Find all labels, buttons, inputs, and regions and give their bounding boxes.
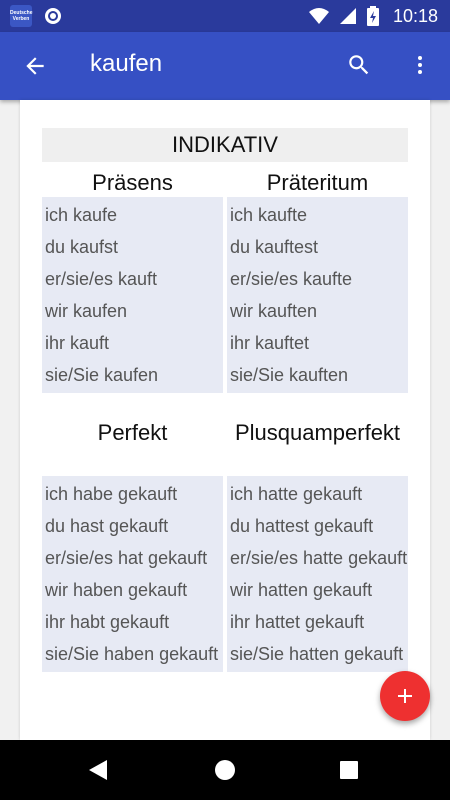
form-item: er/sie/es hatte gekauft [230, 548, 408, 568]
form-item: wir kauften [230, 301, 318, 321]
app-notification-icon [10, 5, 32, 27]
wifi-icon [309, 7, 329, 25]
sync-circle-icon [44, 7, 62, 25]
form-item: wir kaufen [45, 301, 128, 321]
tense-title: Präsens [92, 170, 173, 195]
form-item: sie/Sie hatten gekauft [230, 644, 404, 664]
tense-block-praesens [42, 168, 223, 393]
form-item: ich kaufte [230, 205, 308, 225]
form-item: ich kaufe [45, 205, 118, 225]
forms-list [227, 476, 408, 672]
form-item: er/sie/es kaufte [230, 269, 353, 289]
tense-block-perfekt [42, 418, 223, 672]
app-icon-text-1: Deutsche [10, 10, 33, 16]
forms-list [42, 476, 223, 672]
form-item: wir haben gekauft [45, 580, 188, 600]
tense-block-plusquamperfekt [227, 418, 408, 672]
forms-list [227, 197, 408, 393]
add-icon [393, 684, 417, 708]
form-item: du kauftest [230, 237, 319, 257]
mood-header: INDIKATIV [42, 128, 408, 162]
nav-back-icon[interactable] [88, 759, 108, 781]
form-item: ich habe gekauft [45, 484, 178, 504]
form-item: du hast gekauft [45, 516, 169, 536]
conjugation-card [20, 100, 430, 740]
tense-title: Präteritum [266, 170, 369, 195]
form-item: du kaufst [45, 237, 119, 257]
form-item: ihr habt gekauft [45, 612, 170, 632]
forms-list [42, 197, 223, 393]
tense-block-praeteritum [227, 168, 408, 393]
navigation-bar [0, 740, 450, 800]
signal-icon [339, 7, 357, 25]
form-item: sie/Sie kaufen [45, 365, 159, 385]
app-bar [0, 32, 450, 100]
nav-home-icon[interactable] [215, 760, 235, 780]
form-item: ihr kauft [45, 333, 110, 353]
form-item: er/sie/es hat gekauft [45, 548, 208, 568]
battery-charging-icon [367, 6, 379, 26]
form-item: sie/Sie kauften [230, 365, 349, 385]
form-item: wir hatten gekauft [230, 580, 373, 600]
status-bar [0, 0, 450, 32]
form-item: du hattest gekauft [230, 516, 374, 536]
app-icon-text-2: Verben [12, 16, 30, 22]
nav-recents-icon[interactable] [340, 761, 358, 779]
arrow-back-icon[interactable] [22, 53, 48, 79]
form-item: ihr hattet gekauft [230, 612, 365, 632]
tense-title: Perfekt [97, 420, 168, 445]
page-title: kaufen [90, 50, 163, 77]
search-icon[interactable] [346, 52, 372, 78]
form-item: sie/Sie haben gekauft [45, 644, 219, 664]
clock: 10:18 [392, 5, 438, 26]
form-item: ihr kauftet [230, 333, 310, 353]
form-item: er/sie/es kauft [45, 269, 158, 289]
tense-title: Plusquamperfekt [234, 420, 401, 445]
add-button[interactable] [380, 671, 430, 721]
form-item: ich hatte gekauft [230, 484, 363, 504]
more-vert-icon[interactable] [408, 52, 432, 78]
